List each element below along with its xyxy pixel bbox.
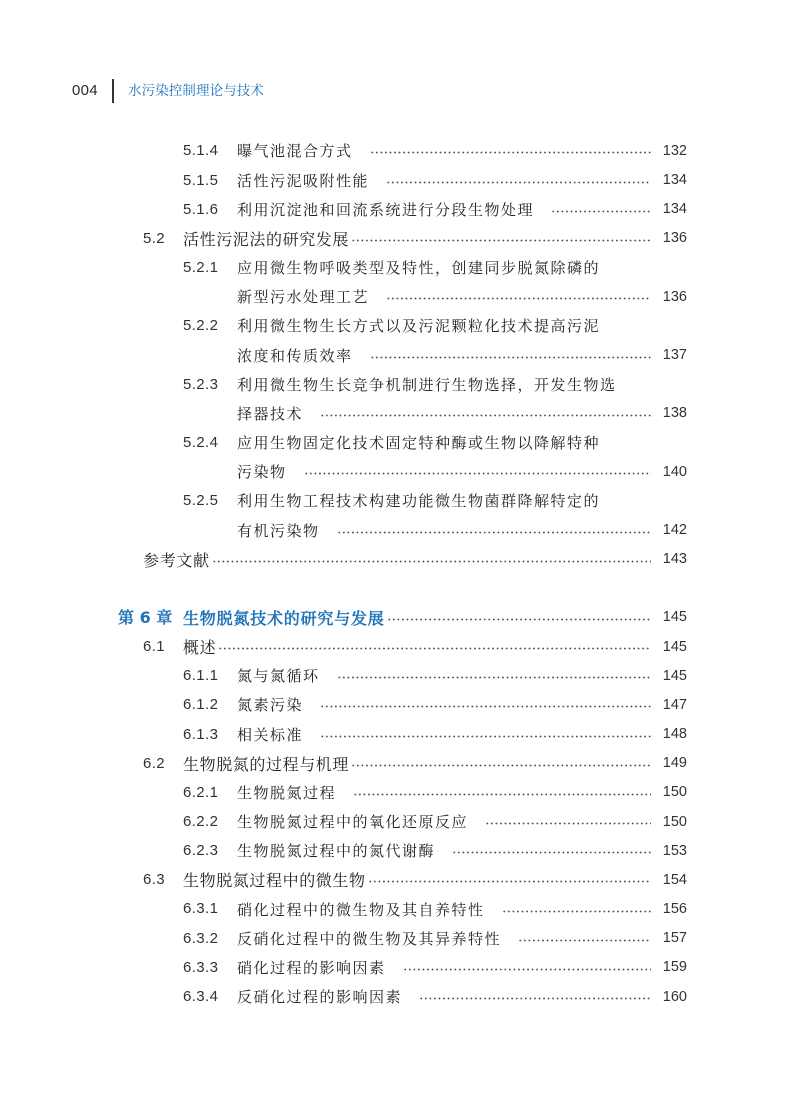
entry-number: 5.2 [143,229,166,247]
dot-leader [353,793,651,796]
dot-leader [370,151,651,154]
dot-leader [337,531,651,534]
entry-title: 活性污泥法的研究发展 [183,229,350,249]
toc-subsection-entry [0,486,800,544]
dot-leader [212,560,651,563]
entry-page-number: 157 [662,930,687,947]
table-of-contents [0,136,800,1011]
entry-title: 利用微生物生长竞争机制进行生物选择，开发生物选 [237,375,617,394]
entry-title-continuation: 有机污染物 [237,521,320,540]
entry-number: 6.1.3 [183,725,219,743]
entry-page-number: 148 [662,726,687,743]
toc-subsection-entry [0,924,687,953]
entry-page-number: 159 [662,959,687,976]
entry-first-line [0,486,687,515]
entry-first-line [0,311,687,340]
toc-references-entry [0,545,687,574]
entry-number: 6.2.2 [183,812,219,830]
entry-title: 生物脱氮过程 [237,783,337,802]
entry-title: 反硝化过程中的微生物及其异养特性 [237,929,502,948]
toc-subsection-entry [0,253,800,311]
header-book-title: 水污染控制理论与技术 [128,83,264,99]
dot-leader [320,414,651,417]
entry-title: 生物脱氮过程中的微生物 [183,871,366,891]
entry-title: 硝化过程中的微生物及其自养特性 [237,900,485,919]
entry-page-number: 154 [662,871,687,888]
entry-title: 反硝化过程的影响因素 [237,988,403,1006]
entry-number: 5.2.2 [183,317,219,335]
dot-leader [386,297,651,300]
entry-number: 5.1.4 [183,142,219,160]
toc-chapter-entry [0,603,687,632]
entry-title: 利用微生物生长方式以及污泥颗粒化技术提高污泥 [237,317,601,336]
dot-leader [403,968,651,971]
entry-title: 曝气池混合方式 [237,142,353,161]
dot-leader [368,880,651,883]
entry-number: 6.3.2 [183,929,219,947]
dot-leader [452,851,651,854]
dot-leader [351,239,651,242]
entry-title: 利用沉淀池和回流系统进行分段生物处理 [237,200,535,219]
entry-page-number: 147 [662,696,687,713]
entry-title: 应用生物固定化技术固定特种酶或生物以降解特种 [237,434,601,453]
entry-continuation-line [0,515,687,544]
toc-subsection-entry [0,166,687,195]
entry-title: 生物脱氮的过程与机理 [183,754,350,774]
entry-title: 生物脱氮过程中的氮代谢酶 [237,842,436,861]
entry-title: 相关标准 [237,725,304,744]
dot-leader [370,356,651,359]
toc-subsection-entry [0,690,687,719]
entry-page-number: 149 [662,755,687,772]
toc-subsection-entry [0,661,687,690]
toc-subsection-entry [0,953,687,982]
entry-page-number: 134 [662,172,687,189]
dot-leader [218,647,651,650]
entry-title: 氮与氮循环 [237,667,320,686]
entry-number: 5.2.1 [183,259,219,277]
entry-page-number: 156 [662,901,687,918]
toc-subsection-entry [0,136,687,165]
entry-number: 5.2.3 [183,375,219,393]
entry-number: 5.2.5 [183,492,219,510]
dot-leader [320,705,651,708]
entry-page-number: 145 [662,609,687,626]
entry-page-number: 145 [662,638,687,655]
toc-section-entry [0,224,687,253]
dot-leader [337,676,651,679]
entry-page-number: 150 [662,784,687,801]
entry-first-line [0,370,687,399]
toc-subsection-entry [0,778,687,807]
entry-page-number: 136 [662,288,687,305]
entry-page-number: 134 [662,201,687,218]
toc-section-entry [0,865,687,894]
entry-title-continuation: 择器技术 [237,404,304,423]
dot-leader [419,997,651,1000]
entry-page-number: 140 [662,463,687,480]
entry-page-number: 137 [662,347,687,364]
entry-continuation-line [0,340,687,369]
chapter-number: 第 6 章 [118,607,173,627]
dot-leader [551,210,651,213]
entry-number: 6.2 [143,754,166,772]
toc-subsection-entry [0,428,800,486]
entry-title-continuation: 新型污水处理工艺 [237,288,370,307]
entry-page-number: 145 [662,667,687,684]
header-divider [112,79,114,103]
entry-number: 6.3 [143,871,166,889]
toc-subsection-entry [0,894,687,923]
dot-leader [320,735,651,738]
entry-page-number: 142 [662,522,687,538]
entry-first-line [0,253,687,282]
toc-subsection-entry [0,370,800,428]
entry-number: 5.1.5 [183,171,219,189]
toc-section-entry [0,749,687,778]
dot-leader [386,181,651,184]
entry-number: 6.1.2 [183,696,219,714]
entry-title-continuation: 污染物 [237,463,287,482]
entry-title: 概述 [183,638,217,658]
entry-number: 5.1.6 [183,200,219,218]
toc-subsection-entry [0,982,687,1011]
entry-number: 5.2.4 [183,433,219,451]
entry-number: 6.3.4 [183,987,219,1005]
toc-section-entry [0,632,687,661]
entry-continuation-line [0,282,687,311]
toc-subsection-entry [0,720,687,749]
dot-leader [502,910,651,913]
entry-continuation-line [0,399,687,428]
entry-page-number: 160 [662,988,687,1005]
entry-page-number: 143 [662,551,687,568]
toc-subsection-entry [0,311,800,369]
entry-title: 氮素污染 [237,696,304,715]
dot-leader [518,939,651,942]
entry-number: 6.2.3 [183,842,219,860]
entry-page-number: 153 [662,842,687,859]
entry-title: 生物脱氮过程中的氧化还原反应 [237,813,469,832]
entry-title: 利用生物工程技术构建功能微生物菌群降解特定的 [237,492,601,511]
entry-title-continuation: 浓度和传质效率 [237,346,353,365]
dot-leader [304,472,651,475]
dot-leader [387,618,651,621]
entry-continuation-line [0,457,687,486]
entry-number: 6.3.1 [183,900,219,918]
entry-number: 6.1 [143,638,166,656]
toc-subsection-entry [0,195,687,224]
entry-title: 参考文献 [143,550,210,570]
entry-page-number: 132 [662,142,687,159]
toc-subsection-entry [0,807,687,836]
entry-title: 硝化过程的影响因素 [237,958,386,977]
dot-leader [351,764,651,767]
entry-page-number: 150 [662,813,687,830]
dot-leader [485,822,651,825]
entry-page-number: 136 [662,230,687,247]
header-page-number: 004 [72,82,98,99]
entry-title: 活性污泥吸附性能 [237,171,370,190]
entry-first-line [0,428,687,457]
entry-page-number: 138 [662,405,687,422]
entry-number: 6.2.1 [183,783,219,801]
entry-number: 6.1.1 [183,667,219,685]
chapter-title: 生物脱氮技术的研究与发展 [183,608,385,628]
entry-title: 应用微生物呼吸类型及特性，创建同步脱氮除磷的 [237,259,601,278]
toc-subsection-entry [0,836,687,865]
entry-number: 6.3.3 [183,958,219,976]
